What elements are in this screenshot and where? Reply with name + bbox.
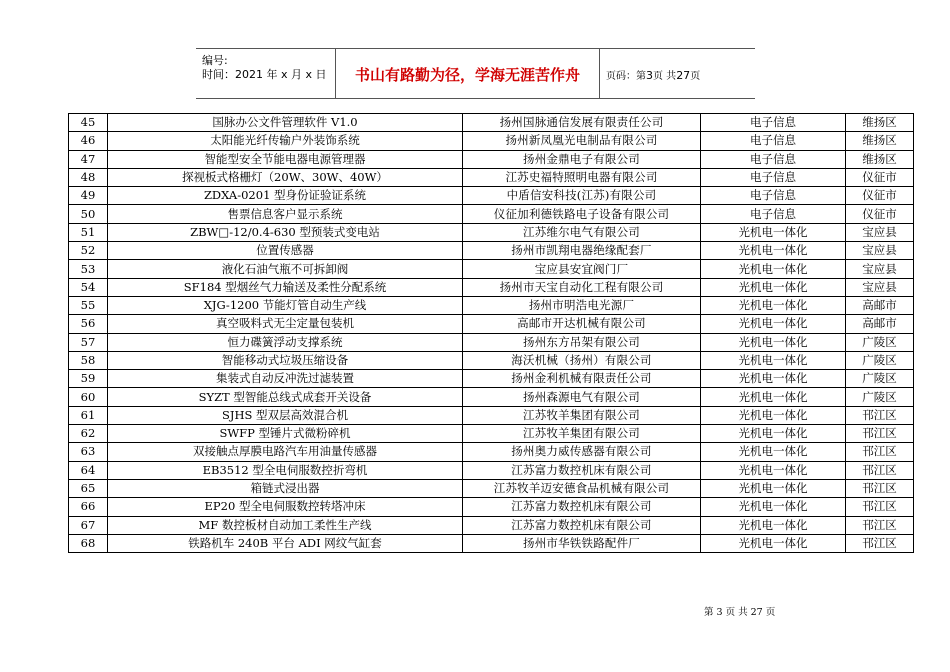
company-name: 江苏富力数控机床有限公司 <box>463 516 701 534</box>
page-mid: 页 共 <box>653 71 677 82</box>
row-number: 48 <box>69 168 108 186</box>
table-row <box>69 351 914 369</box>
project-name: 智能移动式垃圾压缩设备 <box>108 351 463 369</box>
table-row <box>69 370 914 388</box>
table-row <box>69 223 914 241</box>
district: 仪征市 <box>846 168 914 186</box>
project-name: 液化石油气瓶不可拆卸阀 <box>108 260 463 278</box>
district: 广陵区 <box>846 333 914 351</box>
category: 电子信息 <box>701 132 846 150</box>
project-name: ZBW□-12/0.4-630 型预装式变电站 <box>108 223 463 241</box>
district: 仪征市 <box>846 205 914 223</box>
row-number: 65 <box>69 479 108 497</box>
row-number: 61 <box>69 406 108 424</box>
category: 光机电一体化 <box>701 333 846 351</box>
table-row <box>69 205 914 223</box>
category: 光机电一体化 <box>701 223 846 241</box>
project-name: EP20 型全电伺服数控转塔冲床 <box>108 498 463 516</box>
row-number: 50 <box>69 205 108 223</box>
header-motto-cell <box>336 49 600 98</box>
table-row <box>69 406 914 424</box>
project-name: 探视板式格栅灯（20W、30W、40W） <box>108 168 463 186</box>
row-number: 52 <box>69 242 108 260</box>
company-name: 仪征加利德铁路电子设备有限公司 <box>463 205 701 223</box>
district: 邗江区 <box>846 479 914 497</box>
district: 邗江区 <box>846 498 914 516</box>
table-row <box>69 315 914 333</box>
category: 光机电一体化 <box>701 425 846 443</box>
category: 光机电一体化 <box>701 479 846 497</box>
project-name: ZDXA-0201 型身份证验证系统 <box>108 187 463 205</box>
project-name: 太阳能光纤传输户外装饰系统 <box>108 132 463 150</box>
district: 高邮市 <box>846 296 914 314</box>
project-name: SJHS 型双层高效混合机 <box>108 406 463 424</box>
district: 宝应县 <box>846 223 914 241</box>
table-row <box>69 498 914 516</box>
table-body <box>69 114 914 553</box>
table-row <box>69 114 914 132</box>
district: 宝应县 <box>846 278 914 296</box>
row-number: 60 <box>69 388 108 406</box>
company-name: 扬州新凤凰光电制品有限公司 <box>463 132 701 150</box>
row-number: 47 <box>69 150 108 168</box>
page-header <box>196 48 755 99</box>
district: 维扬区 <box>846 132 914 150</box>
district: 维扬区 <box>846 114 914 132</box>
project-name: 恒力碟簧浮动支撑系统 <box>108 333 463 351</box>
project-table <box>68 113 914 553</box>
table-row <box>69 516 914 534</box>
company-name: 江苏牧羊迈安德食品机械有限公司 <box>463 479 701 497</box>
category: 电子信息 <box>701 187 846 205</box>
district: 广陵区 <box>846 370 914 388</box>
row-number: 56 <box>69 315 108 333</box>
category: 电子信息 <box>701 114 846 132</box>
category: 电子信息 <box>701 168 846 186</box>
header-meta <box>196 49 336 98</box>
row-number: 64 <box>69 461 108 479</box>
project-name: 铁路机车 240B 平台 ADI 网纹气缸套 <box>108 534 463 552</box>
district: 邗江区 <box>846 443 914 461</box>
row-number: 49 <box>69 187 108 205</box>
row-number: 51 <box>69 223 108 241</box>
table-row <box>69 278 914 296</box>
category: 光机电一体化 <box>701 388 846 406</box>
company-name: 江苏史福特照明电器有限公司 <box>463 168 701 186</box>
category: 光机电一体化 <box>701 516 846 534</box>
table-row <box>69 388 914 406</box>
project-name: EB3512 型全电伺服数控折弯机 <box>108 461 463 479</box>
project-name: XJG-1200 节能灯管自动生产线 <box>108 296 463 314</box>
category: 光机电一体化 <box>701 498 846 516</box>
project-name: SWFP 型锤片式微粉碎机 <box>108 425 463 443</box>
row-number: 67 <box>69 516 108 534</box>
project-name: 位置传感器 <box>108 242 463 260</box>
table-row <box>69 187 914 205</box>
time-label: 时间：2021 年 x 月 x 日 <box>202 68 327 81</box>
company-name: 高邮市开达机械有限公司 <box>463 315 701 333</box>
district: 宝应县 <box>846 260 914 278</box>
district: 仪征市 <box>846 187 914 205</box>
district: 宝应县 <box>846 242 914 260</box>
company-name: 宝应县安宜阀门厂 <box>463 260 701 278</box>
table-row <box>69 479 914 497</box>
row-number: 66 <box>69 498 108 516</box>
district: 邗江区 <box>846 516 914 534</box>
table-row <box>69 461 914 479</box>
category: 光机电一体化 <box>701 461 846 479</box>
table-row <box>69 333 914 351</box>
district: 维扬区 <box>846 150 914 168</box>
page-current: 3 <box>646 69 653 82</box>
project-name: 箱链式浸出器 <box>108 479 463 497</box>
row-number: 63 <box>69 443 108 461</box>
row-number: 45 <box>69 114 108 132</box>
company-name: 扬州森源电气有限公司 <box>463 388 701 406</box>
row-number: 58 <box>69 351 108 369</box>
company-name: 江苏维尔电气有限公司 <box>463 223 701 241</box>
company-name: 扬州市华铁铁路配件厂 <box>463 534 701 552</box>
project-name: 双接触点厚膜电路汽车用油量传感器 <box>108 443 463 461</box>
district: 高邮市 <box>846 315 914 333</box>
category: 光机电一体化 <box>701 278 846 296</box>
category: 光机电一体化 <box>701 296 846 314</box>
project-name: 集装式自动反冲洗过滤装置 <box>108 370 463 388</box>
district: 邗江区 <box>846 461 914 479</box>
company-name: 江苏富力数控机床有限公司 <box>463 498 701 516</box>
row-number: 55 <box>69 296 108 314</box>
category: 光机电一体化 <box>701 370 846 388</box>
row-number: 46 <box>69 132 108 150</box>
table-row <box>69 425 914 443</box>
page-total: 27 <box>676 69 691 82</box>
company-name: 中盾信安科技(江苏)有限公司 <box>463 187 701 205</box>
row-number: 59 <box>69 370 108 388</box>
category: 光机电一体化 <box>701 242 846 260</box>
company-name: 扬州国脉通信发展有限责任公司 <box>463 114 701 132</box>
company-name: 江苏牧羊集团有限公司 <box>463 406 701 424</box>
page-label: 页码：第 <box>606 71 646 82</box>
number-label: 编号: <box>202 54 228 67</box>
table-row <box>69 150 914 168</box>
company-name: 扬州市凯翔电器绝缘配套厂 <box>463 242 701 260</box>
category: 光机电一体化 <box>701 534 846 552</box>
district: 邗江区 <box>846 425 914 443</box>
category: 光机电一体化 <box>701 351 846 369</box>
project-name: MF 数控板材自动加工柔性生产线 <box>108 516 463 534</box>
table-row <box>69 168 914 186</box>
row-number: 62 <box>69 425 108 443</box>
project-name: SF184 型烟丝气力输送及柔性分配系统 <box>108 278 463 296</box>
company-name: 江苏富力数控机床有限公司 <box>463 461 701 479</box>
district: 邗江区 <box>846 406 914 424</box>
row-number: 68 <box>69 534 108 552</box>
page-info <box>606 67 700 82</box>
district: 广陵区 <box>846 388 914 406</box>
project-name: 真空吸料式无尘定量包装机 <box>108 315 463 333</box>
category: 电子信息 <box>701 150 846 168</box>
category: 光机电一体化 <box>701 443 846 461</box>
company-name: 扬州东方吊架有限公司 <box>463 333 701 351</box>
page-end: 页 <box>690 71 701 82</box>
company-name: 扬州市明浩电光源厂 <box>463 296 701 314</box>
project-name: SYZT 型智能总线式成套开关设备 <box>108 388 463 406</box>
table-row <box>69 534 914 552</box>
company-name: 扬州金鼎电子有限公司 <box>463 150 701 168</box>
table-row <box>69 443 914 461</box>
row-number: 54 <box>69 278 108 296</box>
company-name: 江苏牧羊集团有限公司 <box>463 425 701 443</box>
category: 光机电一体化 <box>701 315 846 333</box>
district: 广陵区 <box>846 351 914 369</box>
category: 电子信息 <box>701 205 846 223</box>
company-name: 扬州奥力威传感器有限公司 <box>463 443 701 461</box>
table-row <box>69 242 914 260</box>
district: 邗江区 <box>846 534 914 552</box>
table-row <box>69 296 914 314</box>
project-name: 售票信息客户显示系统 <box>108 205 463 223</box>
header-page-cell <box>600 49 755 98</box>
category: 光机电一体化 <box>701 260 846 278</box>
project-name: 智能型安全节能电器电源管理器 <box>108 150 463 168</box>
category: 光机电一体化 <box>701 406 846 424</box>
row-number: 53 <box>69 260 108 278</box>
company-name: 扬州市天宝自动化工程有限公司 <box>463 278 701 296</box>
company-name: 扬州金利机械有限责任公司 <box>463 370 701 388</box>
table-row <box>69 132 914 150</box>
company-name: 海沃机械（扬州）有限公司 <box>463 351 701 369</box>
row-number: 57 <box>69 333 108 351</box>
project-name: 国脉办公文件管理软件 V1.0 <box>108 114 463 132</box>
table-row <box>69 260 914 278</box>
page-footer: 第 3 页 共 27 页 <box>704 607 776 618</box>
motto: 书山有路勤为径，学海无涯苦作舟 <box>354 66 580 84</box>
